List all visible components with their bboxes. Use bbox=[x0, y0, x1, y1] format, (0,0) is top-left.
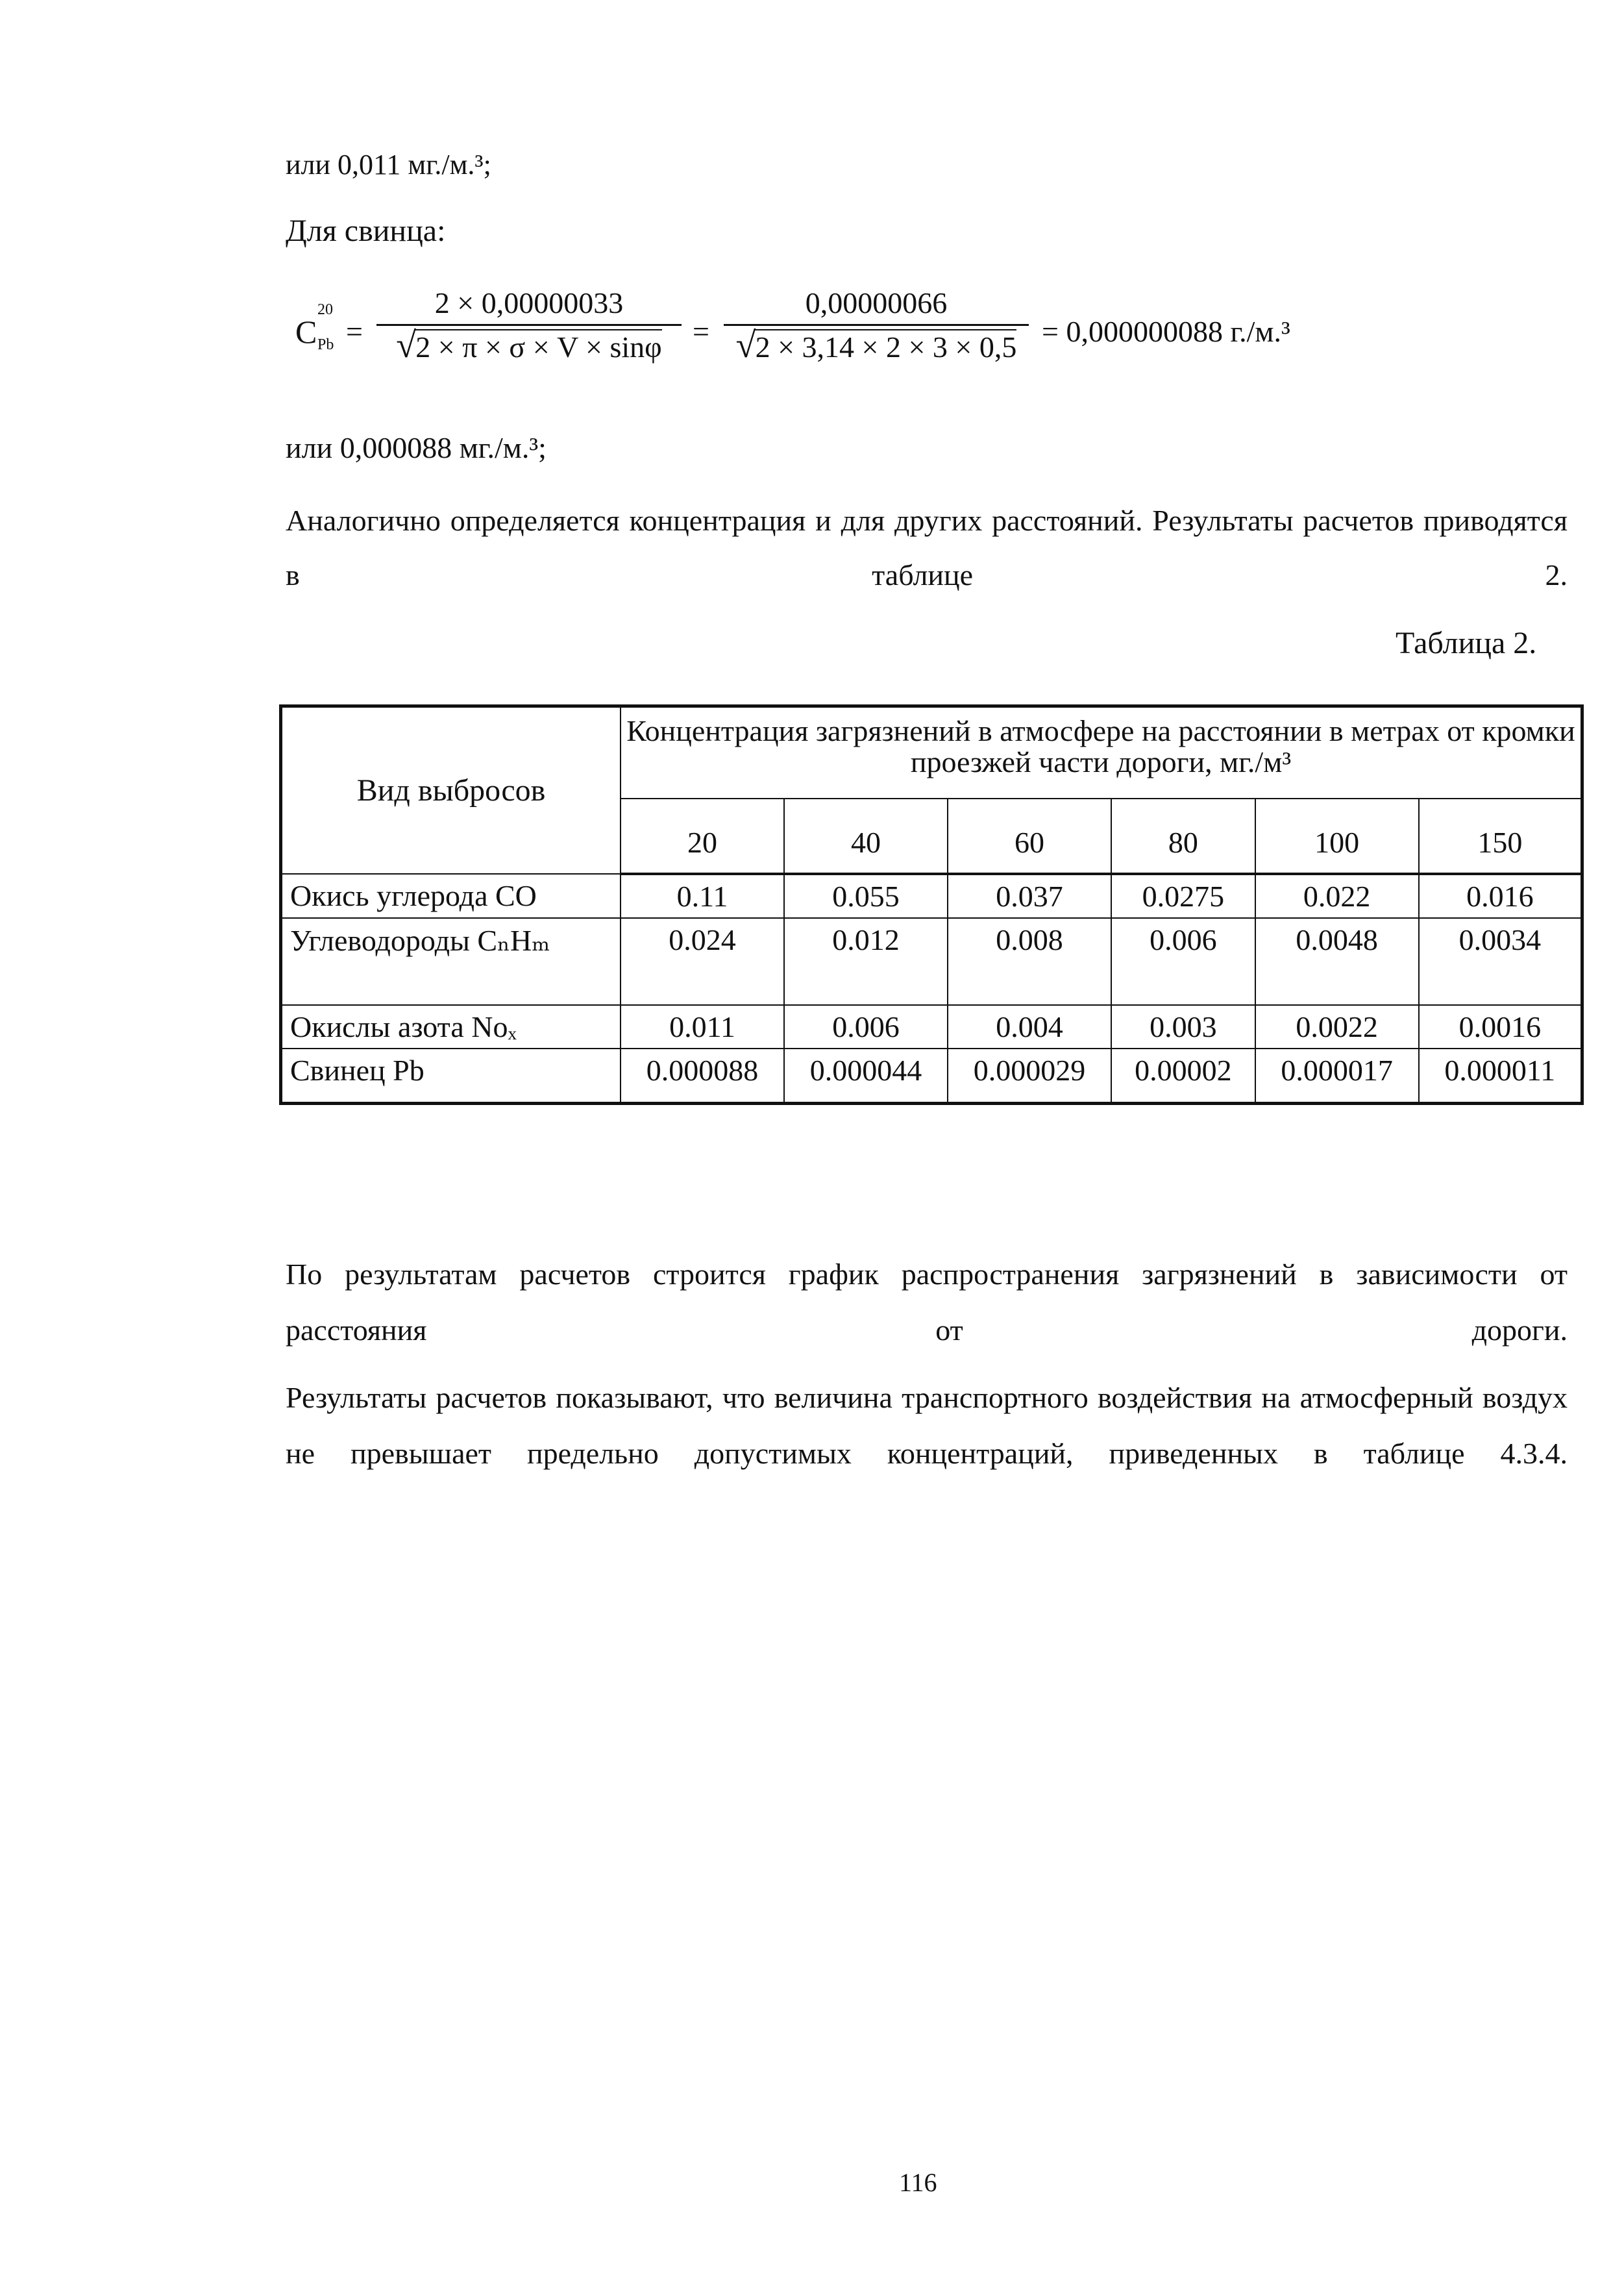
numeric-fraction bbox=[724, 286, 1029, 364]
general-denominator-wrap bbox=[376, 325, 682, 366]
formula-result: = 0,000000088 г./м.³ bbox=[1042, 315, 1290, 348]
table-caption: Таблица 2. bbox=[1396, 626, 1537, 660]
table-row bbox=[281, 918, 1582, 1005]
table-cell: 0.000029 bbox=[948, 1049, 1111, 1104]
table-cell: 0.003 bbox=[1111, 1005, 1255, 1049]
table-cell: 0.004 bbox=[948, 1005, 1111, 1049]
fraction-bar bbox=[376, 324, 682, 326]
formula-superscript: 20 bbox=[317, 301, 333, 318]
table-cell: 0.008 bbox=[948, 918, 1111, 1005]
table-cell: 0.000017 bbox=[1255, 1049, 1419, 1104]
row-name: Свинец Pb bbox=[281, 1049, 621, 1104]
sqrt-radical: √ 2 × 3,14 × 2 × 3 × 0,5 bbox=[735, 325, 1017, 366]
distance-header: 80 bbox=[1111, 799, 1255, 874]
table-row bbox=[281, 1049, 1582, 1104]
table-cell: 0.000011 bbox=[1419, 1049, 1582, 1104]
row-name: Углеводороды CₙHₘ bbox=[281, 918, 621, 1005]
table-cell: 0.0034 bbox=[1419, 918, 1582, 1005]
row-name: Окислы азота Noₓ bbox=[281, 1005, 621, 1049]
equals-sign-2: = bbox=[693, 315, 709, 348]
intro-line: или 0,011 мг./м.³; bbox=[286, 149, 491, 180]
table-cell: 0.006 bbox=[1111, 918, 1255, 1005]
page-number: 116 bbox=[899, 2168, 937, 2197]
concentration-table bbox=[279, 704, 1584, 1105]
table-cell: 0.022 bbox=[1255, 874, 1419, 918]
general-numerator: 2 × 0,00000033 bbox=[434, 286, 624, 319]
table-cell: 0.11 bbox=[621, 874, 784, 918]
lead-heading: Для свинца: bbox=[286, 214, 446, 248]
distance-header: 150 bbox=[1419, 799, 1582, 874]
table-cell: 0.0022 bbox=[1255, 1005, 1419, 1049]
distance-header: 40 bbox=[784, 799, 948, 874]
table-cell: 0.000088 bbox=[621, 1049, 784, 1104]
table-cell: 0.024 bbox=[621, 918, 784, 1005]
fraction-bar bbox=[724, 324, 1029, 326]
distance-header: 20 bbox=[621, 799, 784, 874]
table-cell: 0.016 bbox=[1419, 874, 1582, 918]
lead-concentration-formula bbox=[295, 286, 1290, 390]
paragraph-3: Результаты расчетов показывают, что величина транспортного воздействия на атмосферный воздух не превышает предельно допустимых концентраций, приведенных в таблице 4.3.4. bbox=[286, 1381, 1568, 1470]
table-cell: 0.012 bbox=[784, 918, 948, 1005]
row-name: Окись углерода СО bbox=[281, 874, 621, 918]
paragraph-1: Аналогично определяется концентрация и для других расстояний. Результаты расчетов приводятся в таблице 2. bbox=[286, 504, 1568, 591]
formula-symbol: C bbox=[295, 314, 317, 350]
distance-header: 100 bbox=[1255, 799, 1419, 874]
or-line: или 0,000088 мг./м.³; bbox=[286, 431, 547, 464]
table-cell: 0.0016 bbox=[1419, 1005, 1582, 1049]
type-header: Вид выбросов bbox=[281, 706, 621, 874]
table-cell: 0.006 bbox=[784, 1005, 948, 1049]
numeric-numerator: 0,00000066 bbox=[805, 286, 948, 319]
numeric-denominator: 2 × 3,14 × 2 × 3 × 0,5 bbox=[755, 330, 1017, 364]
table-cell: 0.0275 bbox=[1111, 874, 1255, 918]
equals-sign-1: = bbox=[346, 315, 363, 348]
table-cell: 0.055 bbox=[784, 874, 948, 918]
distance-header: 60 bbox=[948, 799, 1111, 874]
table-cell: 0.011 bbox=[621, 1005, 784, 1049]
table-cell: 0.00002 bbox=[1111, 1049, 1255, 1104]
paragraph-2: По результатам расчетов строится график распространения загрязнений в зависимости от расстояния от дороги. bbox=[286, 1258, 1568, 1347]
table-cell: 0.000044 bbox=[784, 1049, 948, 1104]
table-row bbox=[281, 1005, 1582, 1049]
table-cell: 0.0048 bbox=[1255, 918, 1419, 1005]
concentration-header: Концентрация загрязнений в атмосфере на расстоянии в метрах от кромки проезжей части дороги, мг./м³ bbox=[621, 706, 1582, 799]
table-row bbox=[281, 874, 1582, 918]
formula-subscript: Pb bbox=[317, 336, 334, 353]
table-cell: 0.037 bbox=[948, 874, 1111, 918]
general-denominator: 2 × π × σ × V × sinφ bbox=[415, 330, 662, 364]
numeric-denominator-wrap bbox=[724, 325, 1029, 366]
general-fraction bbox=[376, 286, 682, 364]
sqrt-radical: √ 2 × π × σ × V × sinφ bbox=[396, 325, 662, 366]
